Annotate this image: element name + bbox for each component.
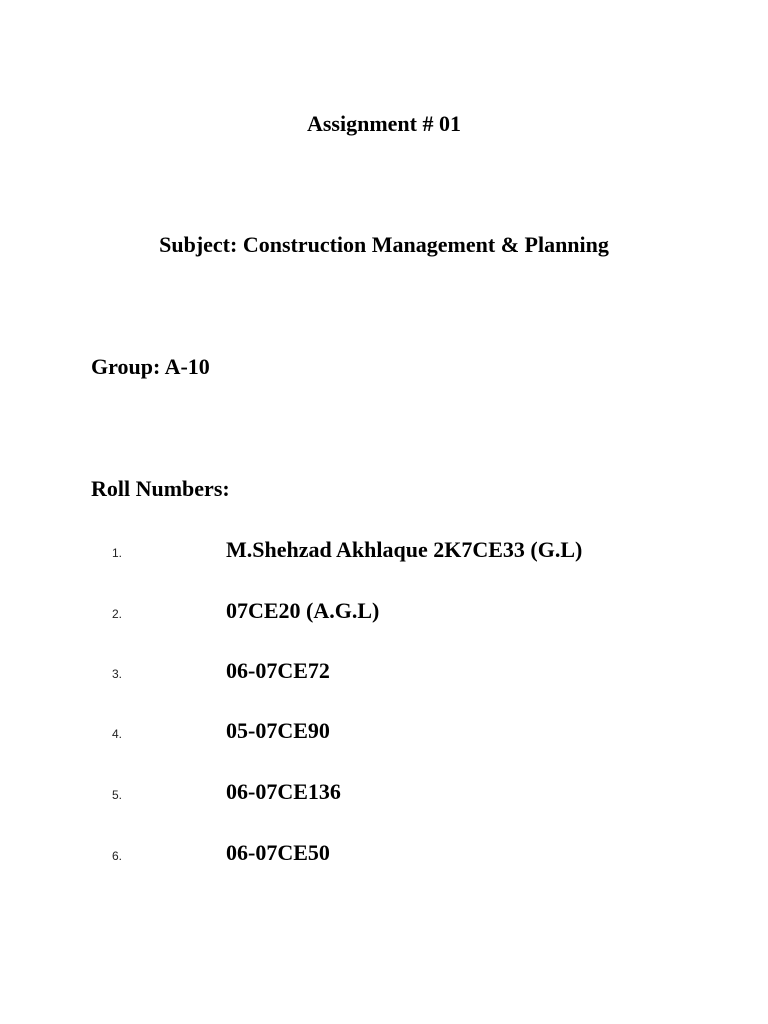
list-item bbox=[0, 537, 768, 567]
list-item-number: 6. bbox=[112, 849, 123, 863]
list-item bbox=[0, 840, 768, 870]
roll-numbers-label: Roll Numbers: bbox=[91, 476, 230, 501]
list-item-number: 1. bbox=[112, 546, 123, 560]
list-item-number: 5. bbox=[112, 788, 123, 802]
list-item-text: 05-07CE90 bbox=[226, 718, 330, 743]
list-item bbox=[0, 598, 768, 628]
list-item-text: 06-07CE50 bbox=[226, 840, 330, 865]
list-item-number: 4. bbox=[112, 727, 123, 741]
list-item bbox=[0, 718, 768, 748]
list-item-text: 07CE20 (A.G.L) bbox=[226, 598, 380, 623]
list-item-number: 3. bbox=[112, 667, 123, 681]
page-title: Assignment # 01 bbox=[306, 111, 461, 136]
list-item-number: 2. bbox=[112, 607, 123, 621]
list-item bbox=[0, 658, 768, 688]
list-item-text: 06-07CE136 bbox=[226, 779, 341, 804]
group-line: Group: A-10 bbox=[91, 354, 210, 379]
list-item bbox=[0, 779, 768, 809]
list-item-text: 06-07CE72 bbox=[226, 658, 330, 683]
subject-line: Subject: Construction Management & Planning bbox=[159, 232, 609, 257]
list-item-text: M.Shehzad Akhlaque 2K7CE33 (G.L) bbox=[226, 537, 583, 562]
